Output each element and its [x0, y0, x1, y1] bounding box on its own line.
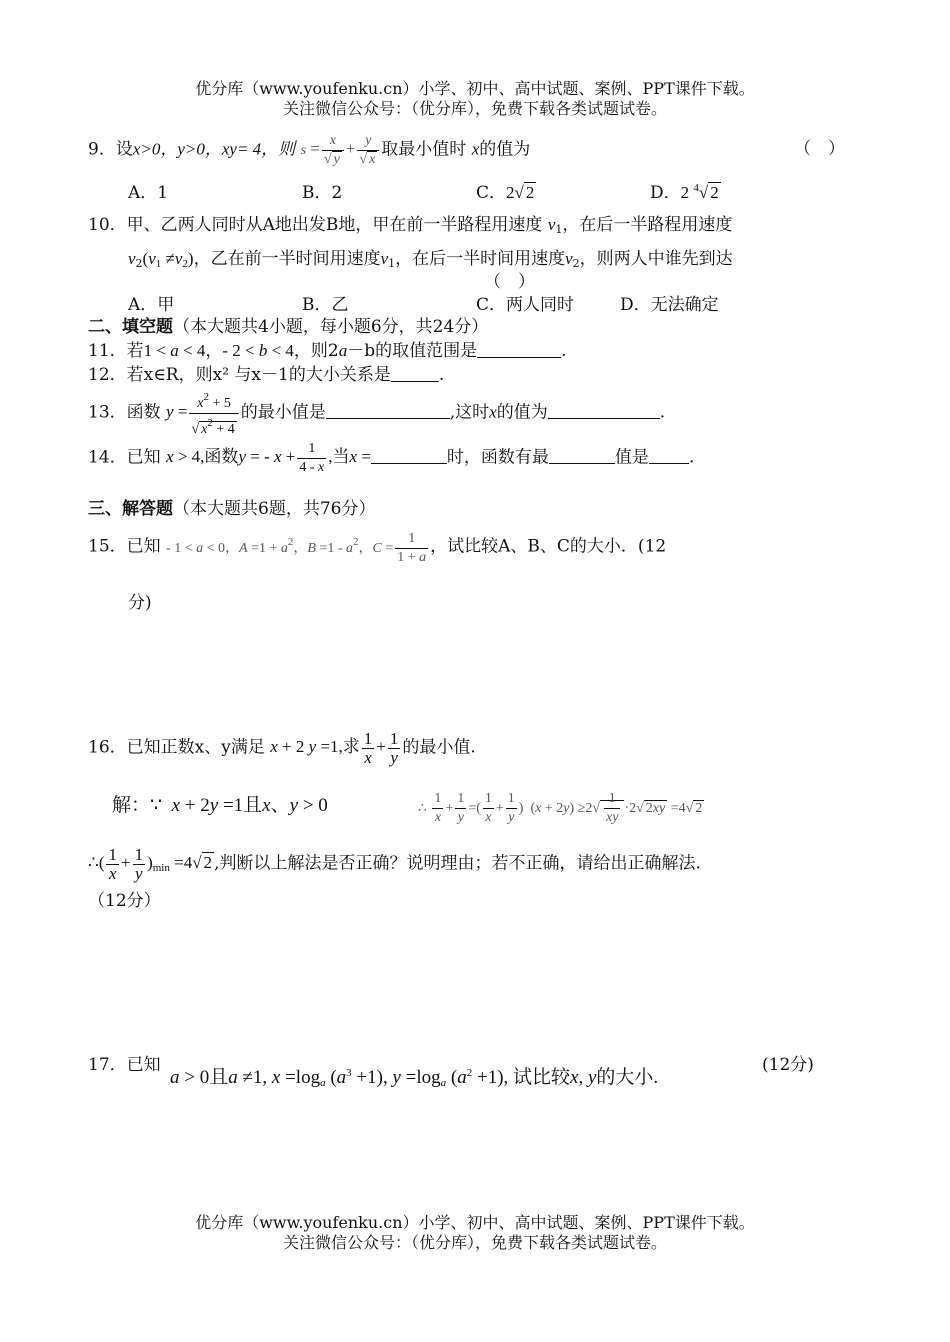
question-14: 14．已知 x > 4,函数y = - x + $\frac{1}{4 - x}$ ,当x = 时，函数有最 值是 .: [88, 441, 695, 475]
option-d: D．无法确定: [620, 295, 719, 315]
option-c: C．2√ 2: [476, 183, 535, 203]
question-number: 9．: [88, 139, 116, 160]
question-number: 13．: [88, 402, 127, 423]
question-13: 13．函数 y = $\frac{x^2 + 5}{√ x^2 + 4}$ 的最小值是 ,这时x的值为 .: [88, 388, 665, 439]
question-16-solution: 解：∵ x + 2y =1且x、y > 0: [112, 794, 328, 816]
question-number: 12．: [88, 365, 127, 385]
question-number: 10．: [88, 215, 127, 235]
question-number: 17．: [88, 1055, 127, 1075]
header-line-1: 优分库（www.youfenku.cn）小学、初中、高中试题、案例、PPT课件下载。: [195, 79, 755, 98]
question-16-score: （12分）: [88, 891, 161, 911]
question-number: 11．: [88, 341, 127, 361]
question-9: 9．设x>0，y>0，xy= 4，则 s = $\frac{x}{√ y}$ + $\frac{y}{√ x}$ 取最小值时 x的值为: [88, 133, 531, 167]
footer-line-1: 优分库（www.youfenku.cn）小学、初中、高中试题、案例、PPT课件下载。: [195, 1213, 755, 1232]
option-a: A．1: [128, 183, 169, 203]
question-17: 17．已知: [88, 1055, 161, 1075]
question-15-score: 分): [128, 593, 152, 613]
answer-paren-9: （ ）: [794, 139, 845, 159]
question-16-conclusion: ∴( $\frac{1}{x}$ + $\frac{1}{y}$ )$_{min} =4√$ 2 ,判断以上解法是否正确？说明理由；若不正确，请给出正确解法.: [88, 845, 701, 883]
option-b: B．2: [302, 183, 343, 203]
question-17-score: (12分): [762, 1055, 814, 1075]
option-d: D．2 $^4$√ 2: [650, 182, 719, 203]
question-number: 14．: [88, 447, 127, 468]
question-11: 11．若1 < a < 4，- 2 < b < 4，则2a－b的取值范围是 .: [88, 341, 567, 361]
question-16-derivation: ∴ $\frac{1}{x}$ + $\frac{1}{y}$ =( $\frac{1}{x}$ + $\frac{1}{y}$ ) (x + 2y) ≥2√ $\frac{1}{xy}$ ·2√ 2xy =4√ 2: [418, 791, 703, 825]
question-15: 15．已知 - 1 < a < 0，$A =1 + a^2$，$B =1 - a^2$，C = $\frac{1}{1 + a}$ ，试比较A、B、C的大小．(12: [88, 531, 667, 565]
footer-line-2: 关注微信公众号：（优分库），免费下载各类试题试卷。: [282, 1233, 667, 1252]
answer-paren-10: （ ）: [484, 272, 535, 292]
question-number: 16．: [88, 737, 127, 758]
section-2-heading: 二、填空题（本大题共4小题，每小题6分，共24分）: [88, 317, 489, 337]
section-3-heading: 三、解答题（本大题共6题，共76分）: [88, 499, 376, 519]
option-b: B．乙: [302, 295, 349, 315]
header-line-2: 关注微信公众号：（优分库），免费下载各类试题试卷。: [282, 99, 667, 118]
question-10-line-1: 10．甲、乙两人同时从A地出发B地，甲在前一半路程用速度 $v_1$，在后一半路程用速度: [88, 215, 733, 236]
question-10-line-2: $v_2(v_1 \ne v_2)$，乙在前一半时间用速度$v_1$，在后一半时间用速度$v_2$，则两人中谁先到达: [128, 249, 733, 270]
option-c: C．两人同时: [476, 295, 575, 315]
question-17-formula: a > 0且a ≠1, $x =\log_a$ $(a^3 +1)$, $y =\log_a$ $(a^2 +1)$, 试比较x, y的大小.: [170, 1067, 659, 1089]
formula-s: s = $\frac{x}{√ y}$ + $\frac{y}{√ x}$: [301, 139, 382, 158]
question-12: 12．若x∈R，则x² 与x－1的大小关系是 .: [88, 365, 445, 385]
question-number: 15．: [88, 536, 127, 557]
question-16: 16．已知正数x、y满足 x + 2 y =1,求 $\frac{1}{x}$ + $\frac{1}{y}$ 的最小值.: [88, 729, 476, 767]
option-a: A．甲: [128, 295, 175, 315]
